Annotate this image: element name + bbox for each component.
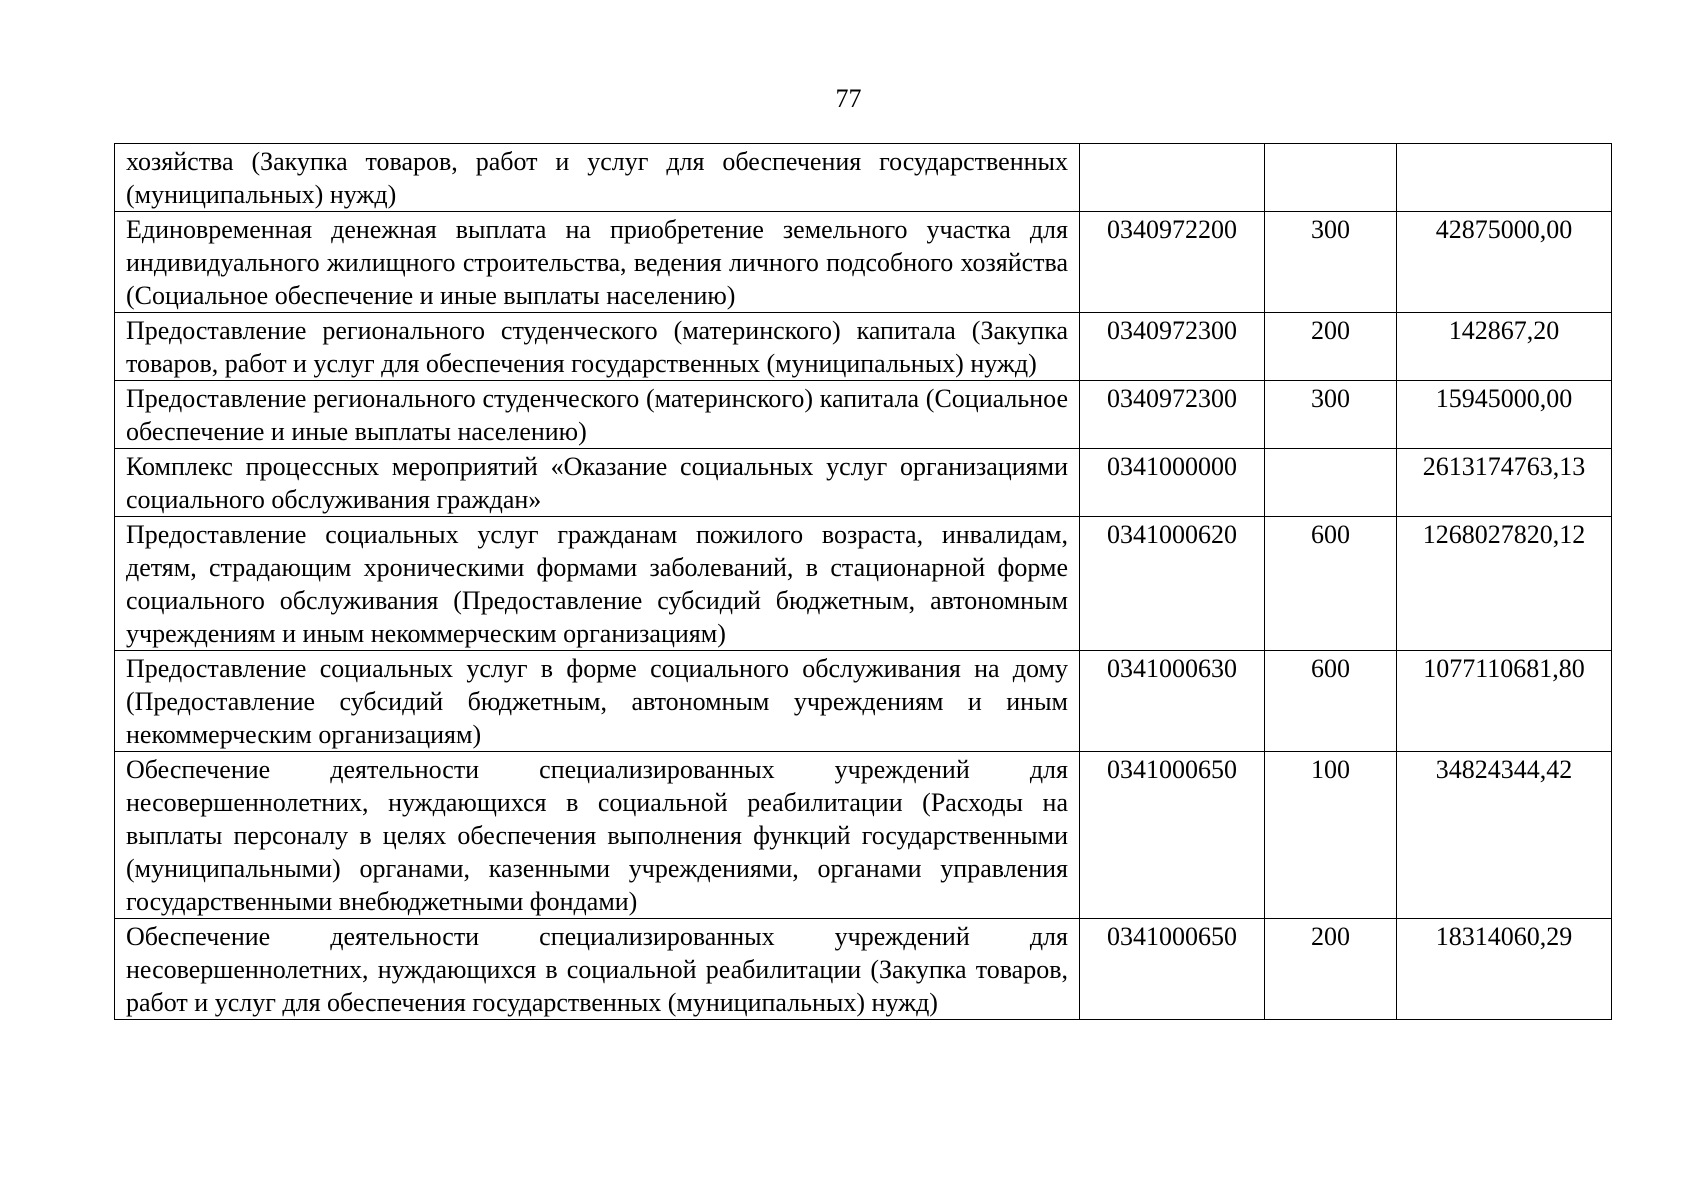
table-row	[115, 517, 1612, 651]
row-target-article-code: 0341000650	[1080, 919, 1265, 1020]
budget-table-body	[115, 144, 1612, 1020]
page-number: 77	[835, 84, 862, 113]
table-row	[115, 381, 1612, 449]
row-target-article-code: 0341000000	[1080, 449, 1265, 517]
budget-table	[114, 143, 1612, 1020]
table-row	[115, 144, 1612, 212]
table-row	[115, 919, 1612, 1020]
row-description: Предоставление социальных услуг гражданам пожилого возраста, инвалидам, детям, страдающим хроническими формами заболеваний, в стационарной форме социального обслуживания (Предоставление субсидий бюджетным, автономным учреждениям и иным некоммерческим организациям)	[115, 517, 1080, 651]
row-amount: 1077110681,80	[1397, 651, 1612, 752]
table-row	[115, 313, 1612, 381]
row-description: Единовременная денежная выплата на приобретение земельного участка для индивидуального жилищного строительства, ведения личного подсобного хозяйства (Социальное обеспечение и иные выплаты населению)	[115, 212, 1080, 313]
row-description: Предоставление регионального студенческого (материнского) капитала (Закупка товаров, работ и услуг для обеспечения государственных (муниципальных) нужд)	[115, 313, 1080, 381]
row-target-article-code	[1080, 144, 1265, 212]
row-amount: 142867,20	[1397, 313, 1612, 381]
table-row	[115, 651, 1612, 752]
row-amount	[1397, 144, 1612, 212]
row-amount: 18314060,29	[1397, 919, 1612, 1020]
row-expense-type-code: 200	[1265, 919, 1397, 1020]
row-expense-type-code: 300	[1265, 212, 1397, 313]
row-description: Предоставление социальных услуг в форме социального обслуживания на дому (Предоставление субсидий бюджетным, автономным учреждениям и иным некоммерческим организациям)	[115, 651, 1080, 752]
row-target-article-code: 0340972300	[1080, 313, 1265, 381]
table-row	[115, 449, 1612, 517]
row-expense-type-code: 300	[1265, 381, 1397, 449]
row-description: Обеспечение деятельности специализированных учреждений для несовершеннолетних, нуждающихся в социальной реабилитации (Расходы на выплаты персоналу в целях обеспечения выполнения функций государственными (муниципальными) органами, казенными учреждениями, органами управления государственными внебюджетными фондами)	[115, 752, 1080, 919]
row-amount: 15945000,00	[1397, 381, 1612, 449]
row-target-article-code: 0341000650	[1080, 752, 1265, 919]
table-row	[115, 212, 1612, 313]
row-target-article-code: 0340972300	[1080, 381, 1265, 449]
row-amount: 2613174763,13	[1397, 449, 1612, 517]
row-target-article-code: 0341000630	[1080, 651, 1265, 752]
row-expense-type-code	[1265, 144, 1397, 212]
row-expense-type-code: 600	[1265, 517, 1397, 651]
row-description: хозяйства (Закупка товаров, работ и услуг для обеспечения государственных (муниципальных) нужд)	[115, 144, 1080, 212]
row-amount: 34824344,42	[1397, 752, 1612, 919]
row-target-article-code: 0340972200	[1080, 212, 1265, 313]
row-expense-type-code: 600	[1265, 651, 1397, 752]
row-target-article-code: 0341000620	[1080, 517, 1265, 651]
row-description: Комплекс процессных мероприятий «Оказание социальных услуг организациями социального обслуживания граждан»	[115, 449, 1080, 517]
row-amount: 42875000,00	[1397, 212, 1612, 313]
row-description: Обеспечение деятельности специализированных учреждений для несовершеннолетних, нуждающихся в социальной реабилитации (Закупка товаров, работ и услуг для обеспечения государственных (муниципальных) нужд)	[115, 919, 1080, 1020]
row-expense-type-code: 200	[1265, 313, 1397, 381]
table-row	[115, 752, 1612, 919]
row-expense-type-code: 100	[1265, 752, 1397, 919]
row-expense-type-code	[1265, 449, 1397, 517]
row-description: Предоставление регионального студенческого (материнского) капитала (Социальное обеспечение и иные выплаты населению)	[115, 381, 1080, 449]
row-amount: 1268027820,12	[1397, 517, 1612, 651]
